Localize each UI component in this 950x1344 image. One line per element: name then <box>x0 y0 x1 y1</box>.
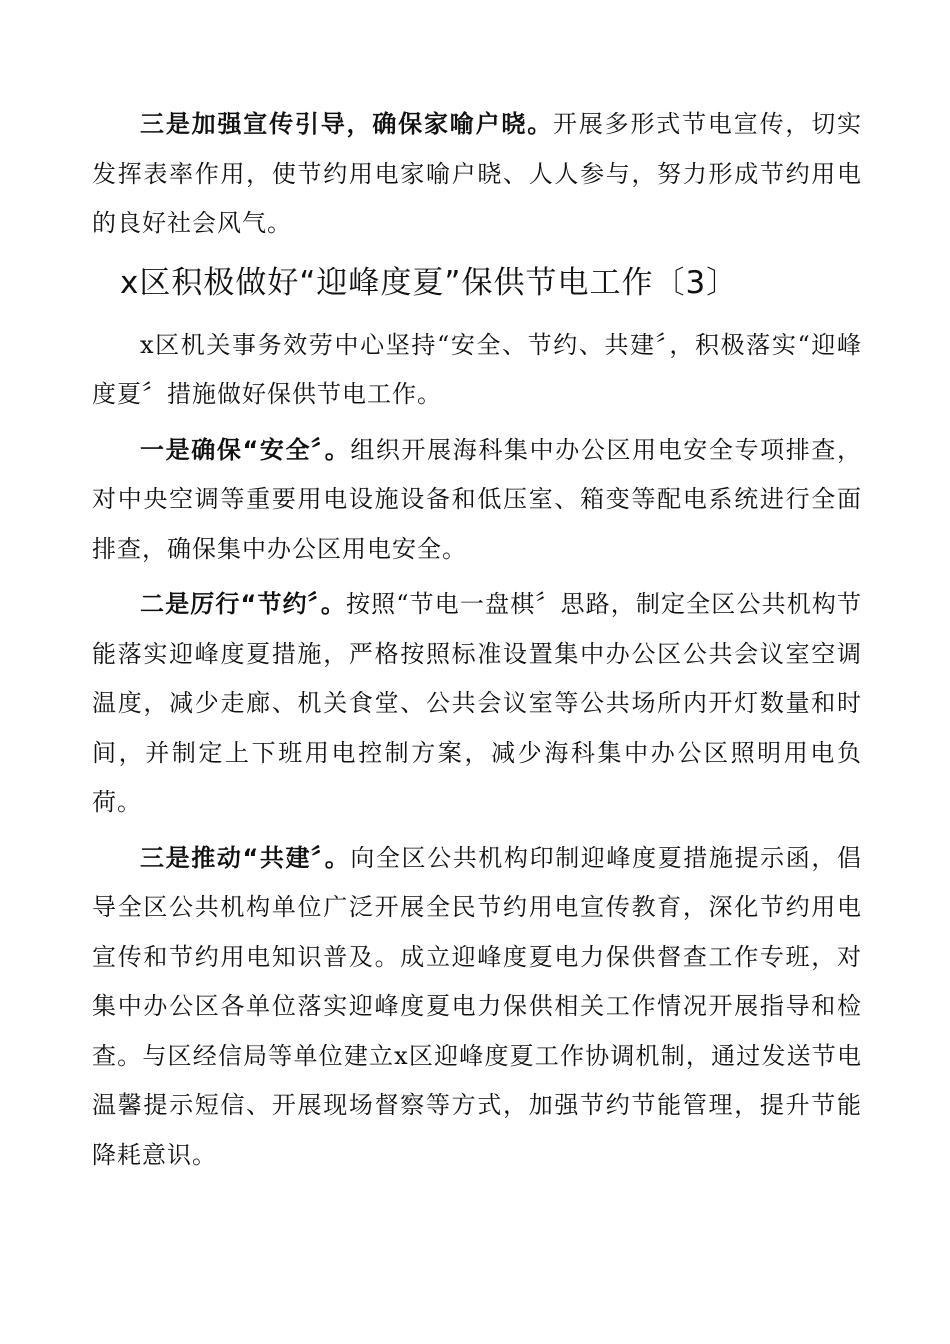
document-page <box>92 100 862 1180</box>
paragraph-lead: 一是确保“安全〞。 <box>140 435 351 464</box>
section-intro: x区机关事务效劳中心坚持“安全、节约、共建〞，积极落实“迎峰度夏〞措施做好保供节电工作。 <box>92 330 862 408</box>
paragraph-safety <box>92 426 862 575</box>
paragraph-text: 开展多形式节电宣传，切实发挥表率作用，使节约用电家喻户晓、人人参与，努力形成节约用电的良好社会风气。 <box>92 110 863 237</box>
paragraph-text: 向全区公共机构印制迎峰度夏措施提示函，倡导全区公共机构单位广泛开展全民节约用电宣传教育，深化节约用电宣传和节约用电知识普及。成立迎峰度夏电力保供督查工作专班，对集中办公区各单位落实迎峰度夏电力保供相关工作情况开展指导和检查。与区经信局等单位建立x区迎峰度夏工作协调机制，通过发送节电温馨提示短信、开展现场督察等方式，加强节约节能管理，提升节能降耗意识。 <box>92 843 862 1169</box>
section-title: x区积极做好“迎峰度夏”保供节电工作〔3〕 <box>120 264 739 301</box>
paragraph-text: 按照“节电一盘棋〞思路，制定全区公共机构节能落实迎峰度夏措施，严格按照标准设置集中办公区公共会议室空调温度，减少走廊、机关食堂、公共会议室等公共场所内开灯数量和时间，并制定上下班用电控制方案，减少海科集中办公区照明用电负荷。 <box>92 590 862 816</box>
paragraph-lead: 三是推动“共建〞。 <box>140 843 351 872</box>
paragraph-lead: 三是加强宣传引导，确保家喻户晓。 <box>140 110 554 138</box>
paragraph-text: 组织开展海科集中办公区用电安全专项排查，对中央空调等重要用电设施设备和低压室、箱变等配电系统进行全面排查，确保集中办公区用电安全。 <box>92 435 862 563</box>
paragraph-lead: 二是厉行“节约〞。 <box>140 590 346 618</box>
paragraph-co-building <box>92 834 862 1181</box>
paragraph-publicity <box>92 100 862 249</box>
paragraph-saving <box>92 580 862 828</box>
